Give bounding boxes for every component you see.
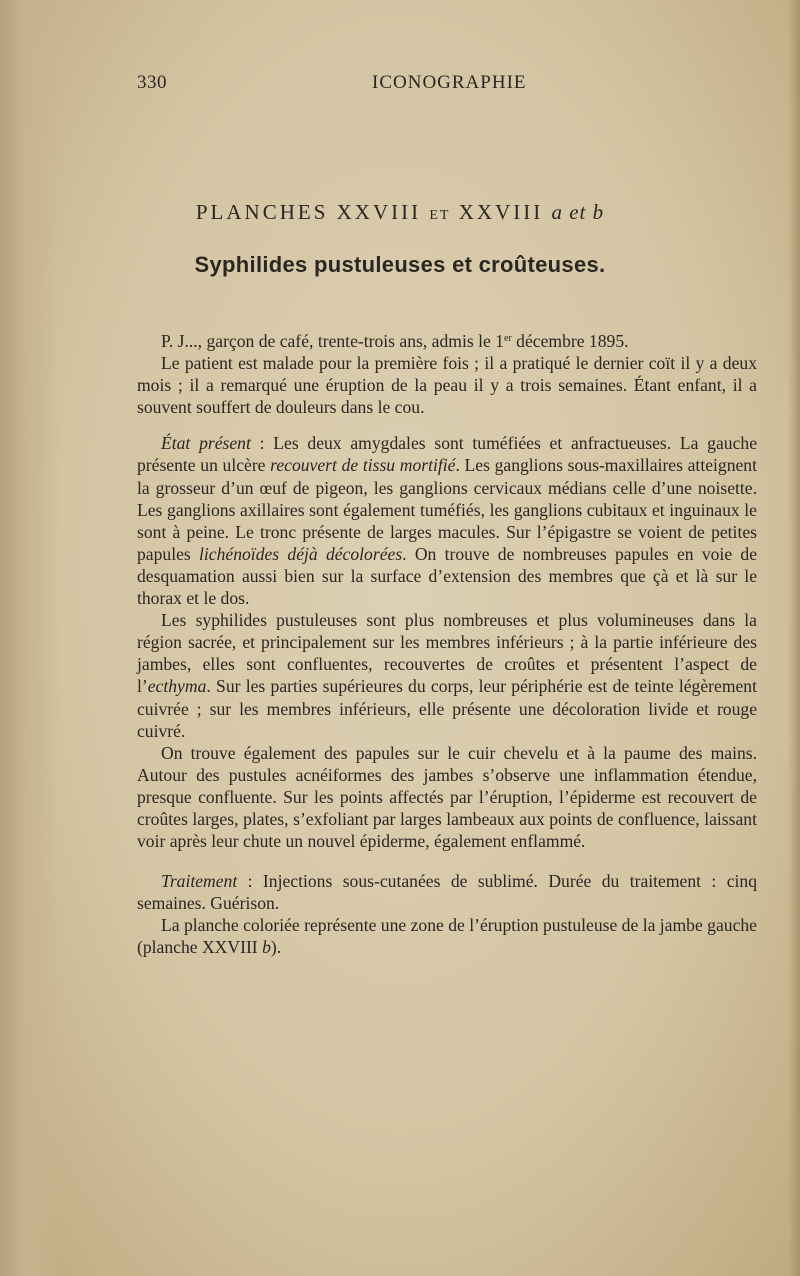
etat-present-text-3: . On trouve de nombreuses papules en voie de desquamation aussi bien sur la surface d’extension des membres que çà et là sur le thorax et le dos. [137, 543, 757, 609]
etat-present-text-1: : Les deux amygdales sont tuméfiées et anfractueuses. La gauche présente un ulcère [137, 433, 758, 476]
body-text [137, 330, 757, 959]
paragraph-history: Le patient est malade pour la première fois ; il a pratiqué le dernier coït il y a deux mois ; il a remarqué une éruption de la peau il y a trois semaines. Étant enfant, il a souvent souffert de douleurs dans le cou. [137, 353, 757, 418]
planche-text-2: ). [270, 937, 282, 958]
plate-heading-suffix: a et b [551, 200, 605, 224]
ordinal-superscript: er [503, 333, 512, 344]
paragraph-etat-present [137, 432, 757, 609]
admission-date: décembre 1895. [511, 331, 629, 351]
syphilides-text-2: . Sur les parties supérieures du corps, leur périphérie est de teinte légèrement cuivrée ; sur les membres inférieurs, elle présente une décoloration livide et rouge cuivré. [137, 676, 757, 741]
etat-present-label: État présent [161, 433, 251, 454]
page-shadow-left [0, 0, 60, 1276]
etat-present-text-2: . Les ganglions sous-maxillaires atteignent la grosseur d’un œuf de pigeon, les ganglions cervicaux médians celle d’une noisette. Les ganglions axillaires sont également tuméfiés, les ganglions cubitaux et inguinaux le sont à peine. Le tronc présente de larges macules. Sur l’épigastre se voient de petites papules [137, 455, 757, 564]
planche-letter: b [262, 937, 271, 958]
etat-present-emphasis-1: recouvert de tissu mortifié [270, 455, 456, 476]
traitement-label: Traitement [161, 871, 238, 892]
page-number: 330 [137, 72, 167, 93]
paragraph-papules: On trouve également des papules sur le cuir chevelu et à la paume des mains. Autour des pustules acnéiformes des jambes s’observe une inflammation étendue, presque confluente. Sur les points affectés par l’éruption, l’épiderme est recouvert de croûtes larges, plates, s’exfoliant par larges lambeaux aux points de confluence, laissant voir après leur chute un nouvel épiderme, également enflammé. [137, 742, 757, 852]
plate-heading [0, 200, 800, 225]
page-shadow-right [788, 0, 800, 1276]
ecthyma-term: ecthyma [147, 676, 207, 697]
plate-heading-main: PLANCHES XXVIII [195, 200, 422, 224]
paragraph-traitement [137, 870, 757, 914]
paragraph-patient [137, 330, 757, 352]
patient-intro: P. J..., garçon de café, trente-trois ans, admis le 1 [161, 331, 504, 351]
section-title: Syphilides pustuleuses et croûteuses. [194, 252, 606, 277]
plate-heading-et: ET [429, 208, 451, 223]
running-title: ICONOGRAPHIE [372, 72, 527, 93]
syphilides-text-1: Les syphilides pustuleuses sont plus nombreuses et plus volumineuses dans la région sacrée, et principalement sur les membres inférieurs ; à la partie inférieure des jambes, elles sont confluentes, recouvertes de croûtes et présentent l’aspect de l’ [137, 610, 757, 697]
planche-text-1: La planche coloriée représente une zone de l’éruption pustuleuse de la jambe gauche (planche XXVIII [137, 915, 757, 958]
plate-heading-second: XXVIII [458, 200, 544, 224]
etat-present-emphasis-2: lichénoïdes déjà décolorées [199, 543, 403, 564]
paragraph-planche [137, 914, 757, 958]
traitement-text: : Injections sous-cutanées de sublimé. Durée du traitement : cinq semaines. Guérison. [137, 871, 757, 914]
paragraph-syphilides [137, 609, 757, 742]
